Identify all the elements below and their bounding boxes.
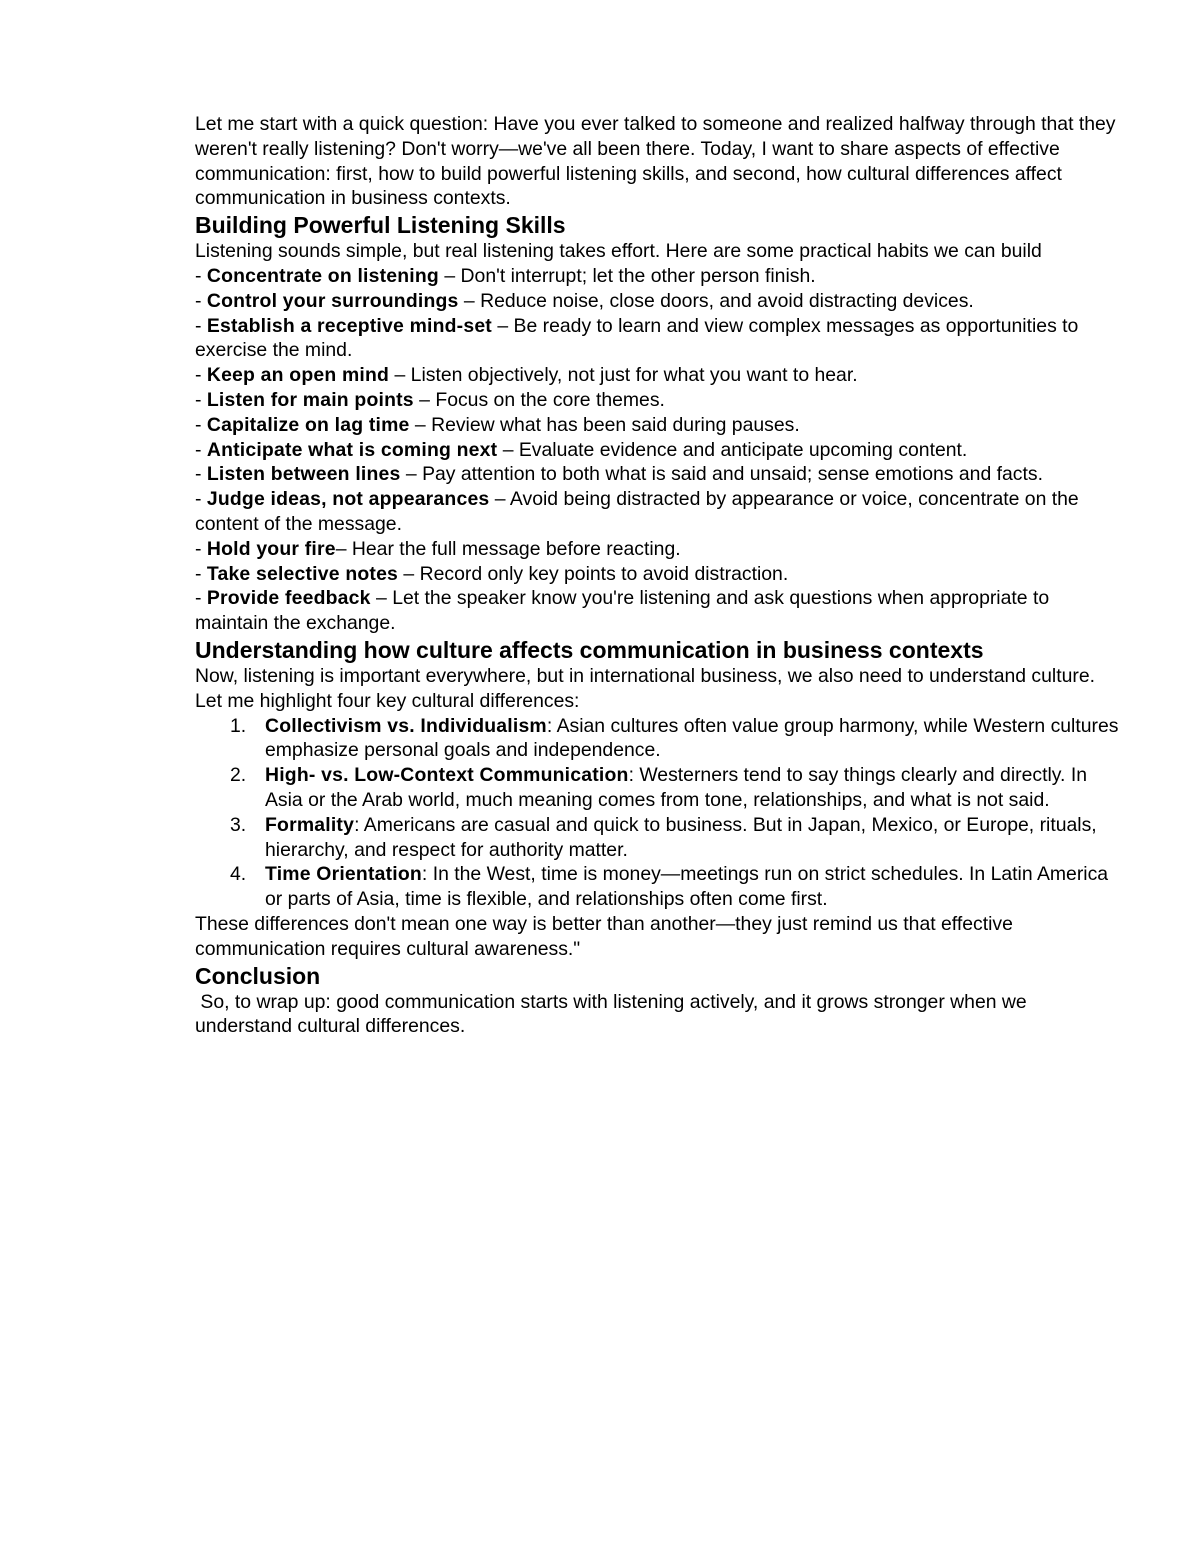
- item-text: : Westerners tend to say things clearly and directly. In Asia or the Arab world, much meaning comes from tone, relationships, and what is not said.: [265, 764, 1087, 811]
- list-item: - Anticipate what is coming next – Evaluate evidence and anticipate upcoming content.: [195, 438, 968, 461]
- list-item: - Concentrate on listening – Don't interrupt; let the other person finish.: [195, 264, 816, 287]
- item-text: : Asian cultures often value group harmony, while Western cultures emphasize personal goals and independence.: [265, 714, 1119, 762]
- conclusion-paragraph: So, to wrap up: good communication starts with listening actively, and it grows stronger when we understand cultural differences.: [195, 990, 1033, 1038]
- item-term: Take selective notes: [206, 562, 399, 585]
- list-item: [195, 813, 1125, 863]
- listening-lead: Listening sounds simple, but real listening takes effort. Here are some practical habits we can build: [195, 240, 1042, 263]
- listening-habits-list: [195, 264, 1125, 636]
- section-heading-conclusion: Conclusion: [195, 962, 321, 989]
- item-text: – Be ready to learn and view complex messages as opportunities to exercise the mind.: [195, 314, 1079, 362]
- document-page: [195, 112, 1125, 1039]
- list-item: - Take selective notes – Record only key points to avoid distraction.: [195, 562, 789, 585]
- list-item: - Establish a receptive mind-set – Be ready to learn and view complex messages as opportunities to exercise the mind.: [195, 314, 1079, 362]
- culture-closing: These differences don't mean one way is better than another—they just remind us that effective communication requires cultural awareness.": [195, 912, 1013, 960]
- item-number: 2.: [230, 764, 247, 787]
- item-term: High- vs. Low-Context Communication: [265, 764, 629, 787]
- item-number: 1.: [230, 714, 247, 737]
- item-term: Hold your fire: [206, 537, 336, 560]
- item-text: : Americans are casual and quick to business. But in Japan, Mexico, or Europe, rituals, hierarchy, and respect for authority matter.: [265, 813, 1097, 861]
- cultural-differences-list: [195, 714, 1125, 912]
- item-text: – Evaluate evidence and anticipate upcoming content.: [497, 438, 968, 461]
- item-text: – Reduce noise, close doors, and avoid distracting devices.: [458, 289, 974, 312]
- item-term: Establish a receptive mind-set: [206, 314, 492, 337]
- section-heading-listening: Building Powerful Listening Skills: [195, 212, 566, 239]
- item-text: – Review what has been said during pauses.: [409, 413, 800, 436]
- item-number: 3.: [230, 813, 247, 836]
- list-item: - Keep an open mind – Listen objectively, not just for what you want to hear.: [195, 364, 858, 387]
- list-item: [195, 763, 1125, 813]
- item-term: Keep an open mind: [206, 364, 390, 387]
- item-term: Capitalize on lag time: [206, 413, 410, 436]
- intro-paragraph: Let me start with a quick question: Have you ever talked to someone and realized halfway through that they weren't really listening? Don't worry—we've all been there. Today, I want to share aspects of effective communication: first, how to build powerful listening skills, and second, how cultural differences affect communication in business contexts.: [195, 113, 1116, 210]
- list-item: [195, 714, 1125, 764]
- item-term: Provide feedback: [206, 587, 371, 610]
- list-item: - Provide feedback – Let the speaker know you're listening and ask questions when appropriate to maintain the exchange.: [195, 587, 1050, 635]
- list-item: - Capitalize on lag time – Review what has been said during pauses.: [195, 413, 800, 436]
- item-term: Concentrate on listening: [206, 264, 439, 287]
- item-text: – Let the speaker know you're listening and ask questions when appropriate to maintain the exchange.: [195, 587, 1050, 635]
- list-item: [195, 862, 1125, 912]
- list-item: - Listen between lines – Pay attention to both what is said and unsaid; sense emotions and facts.: [195, 463, 1043, 486]
- list-item: - Control your surroundings – Reduce noise, close doors, and avoid distracting devices.: [195, 289, 974, 312]
- item-text: – Record only key points to avoid distraction.: [398, 562, 789, 585]
- item-term: Judge ideas, not appearances: [206, 488, 490, 511]
- item-text: – Avoid being distracted by appearance or voice, concentrate on the content of the message.: [195, 488, 1079, 535]
- item-term: Listen for main points: [206, 388, 414, 411]
- list-item: - Listen for main points – Focus on the core themes.: [195, 388, 665, 411]
- item-text: – Focus on the core themes.: [413, 388, 665, 411]
- item-text: – Pay attention to both what is said and unsaid; sense emotions and facts.: [400, 463, 1043, 486]
- item-term: Listen between lines: [206, 463, 401, 486]
- list-item: - Hold your fire– Hear the full message before reacting.: [195, 537, 681, 560]
- item-text: – Listen objectively, not just for what you want to hear.: [389, 364, 858, 387]
- item-term: Time Orientation: [265, 863, 422, 886]
- item-term: Control your surroundings: [206, 289, 459, 312]
- list-item: - Judge ideas, not appearances – Avoid being distracted by appearance or voice, concentrate on the content of the message.: [195, 488, 1079, 535]
- item-text: – Hear the full message before reacting.: [335, 537, 681, 560]
- item-term: Formality: [265, 813, 355, 836]
- item-term: Collectivism vs. Individualism: [265, 714, 547, 737]
- culture-lead: Now, listening is important everywhere, but in international business, we also need to understand culture. Let me highlight four key cultural differences:: [195, 664, 1096, 712]
- item-term: Anticipate what is coming next: [206, 438, 498, 461]
- item-text: – Don't interrupt; let the other person finish.: [438, 264, 816, 287]
- section-heading-culture: Understanding how culture affects communication in business contexts: [195, 636, 984, 663]
- item-text: : In the West, time is money—meetings run on strict schedules. In Latin America or parts of Asia, time is flexible, and relationships often come first.: [265, 863, 1109, 911]
- item-number: 4.: [230, 863, 247, 886]
